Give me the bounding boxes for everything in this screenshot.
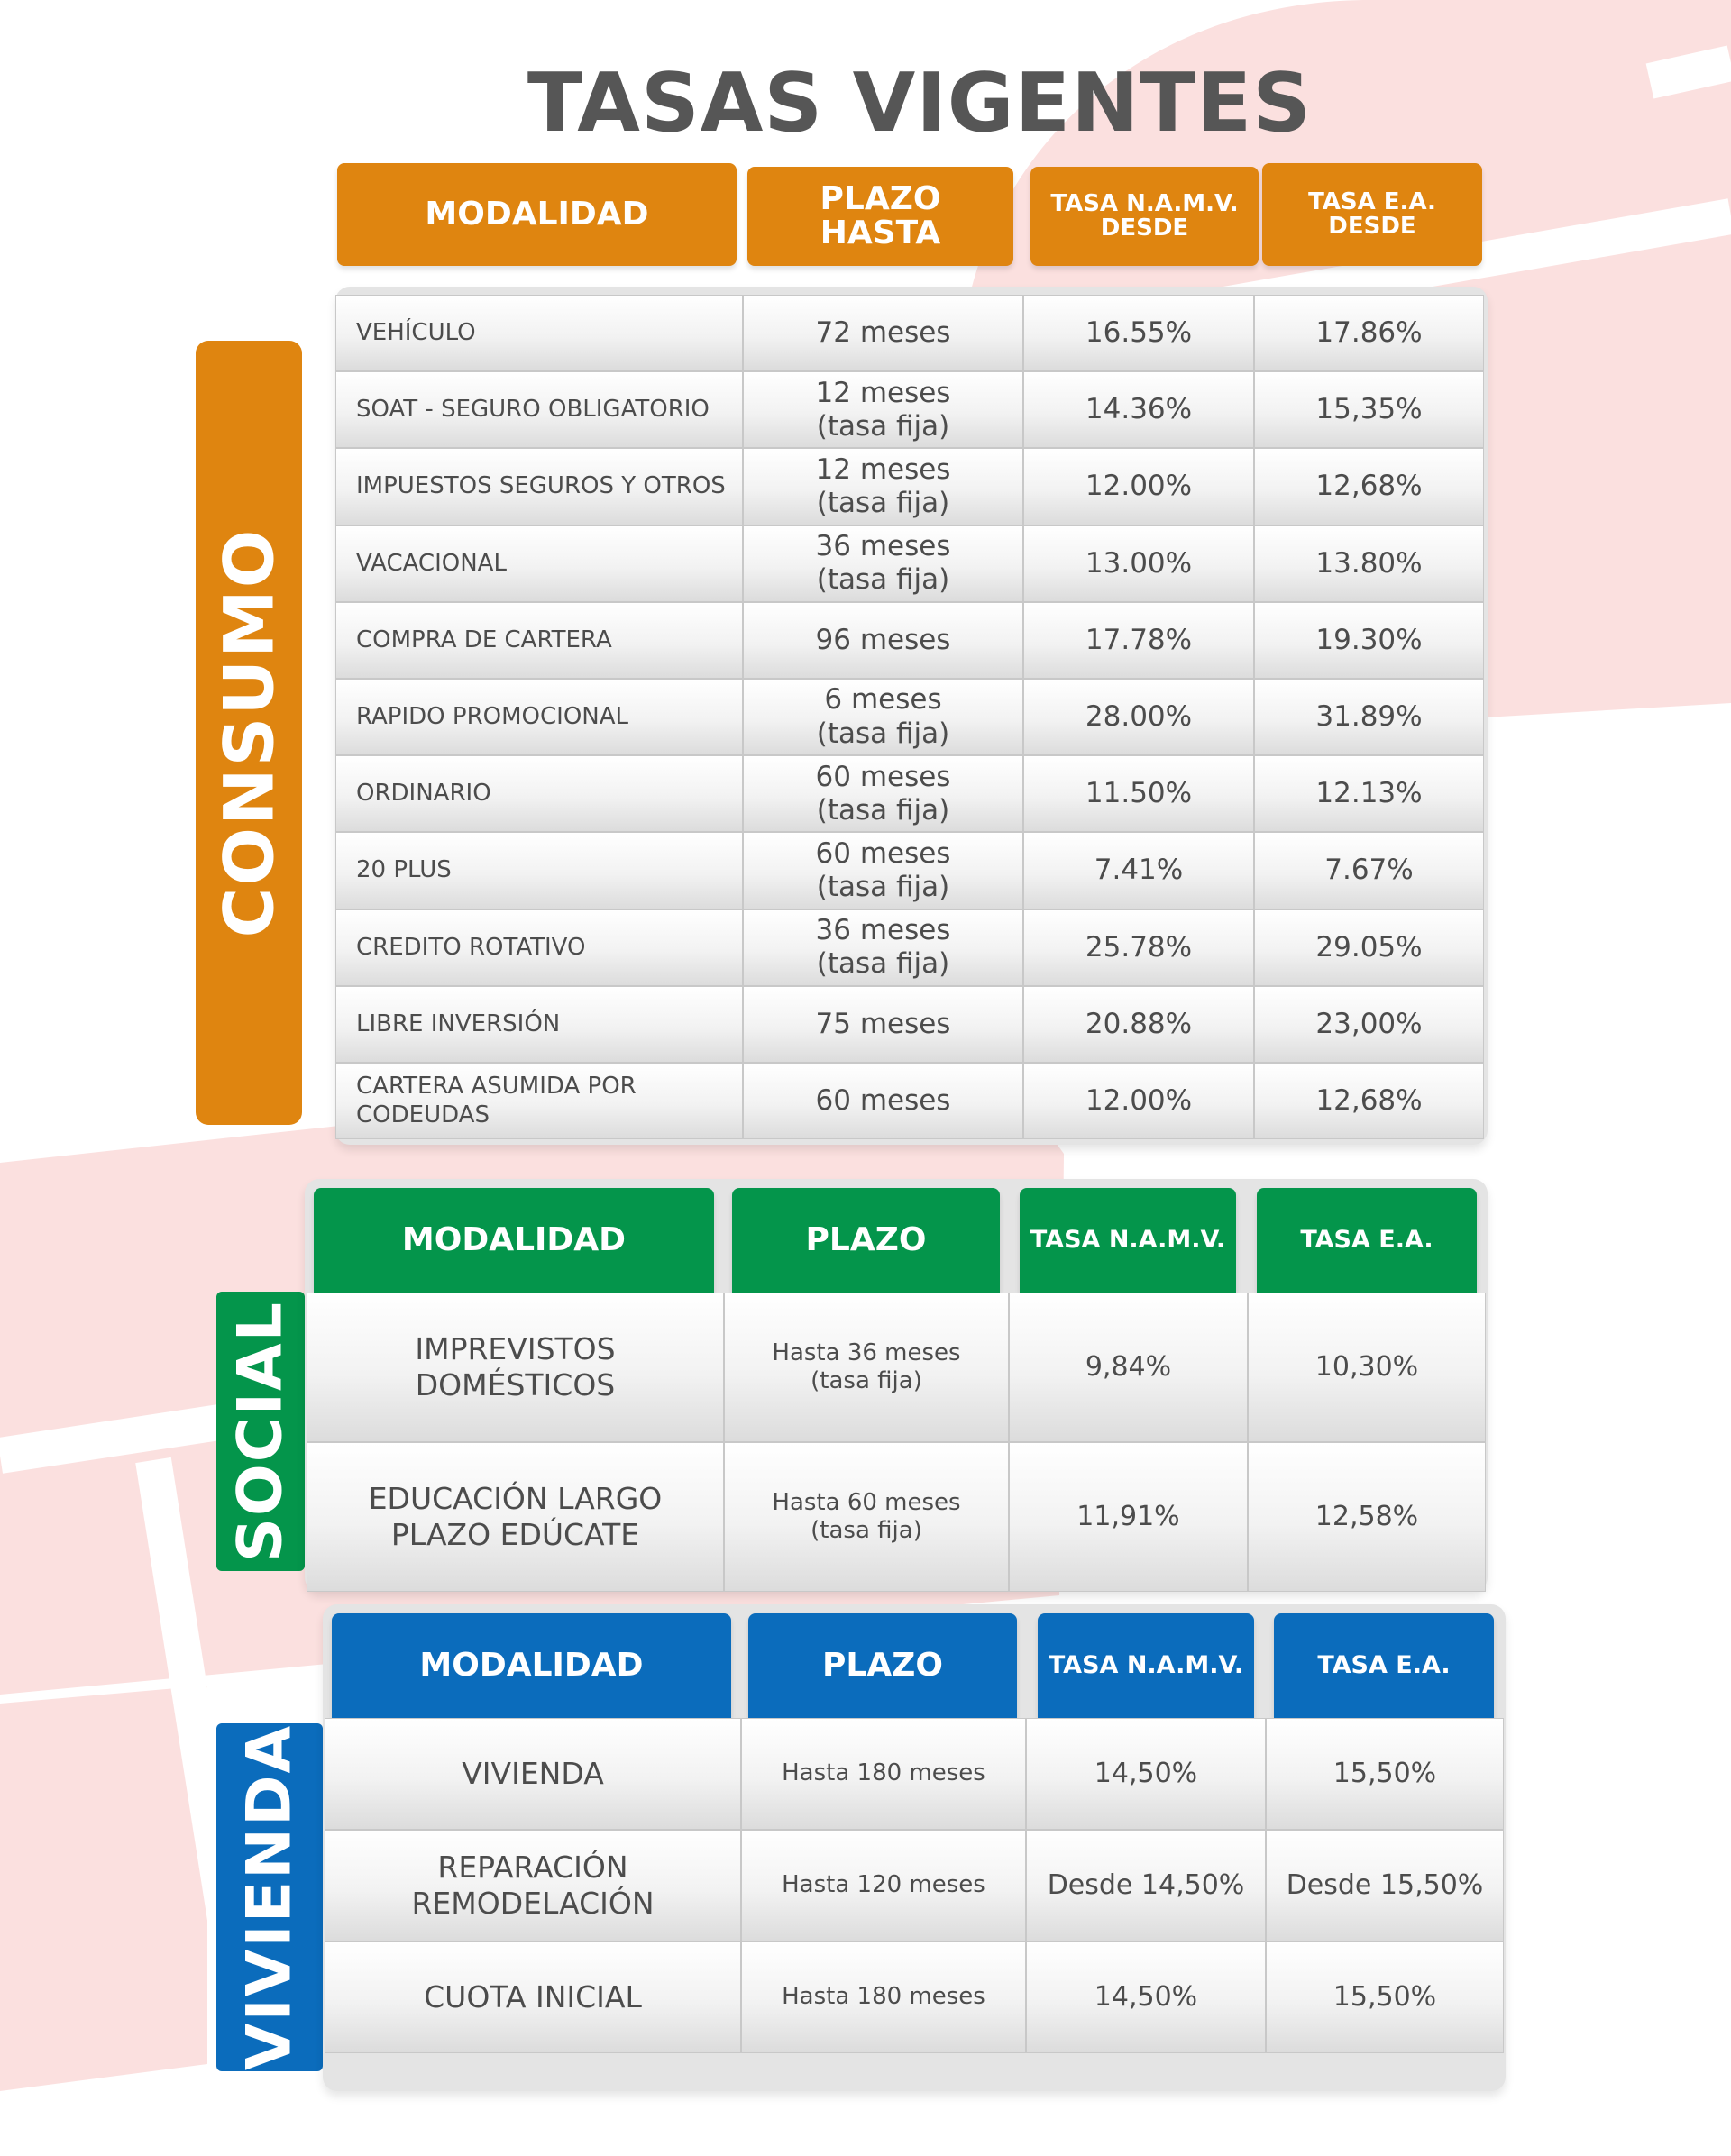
consumo-cell-modalidad: CREDITO ROTATIVO (335, 909, 743, 986)
consumo-cell-namv: 13.00% (1023, 525, 1254, 602)
consumo-cell-namv: 16.55% (1023, 295, 1254, 371)
social-cell-ea: 12,58% (1248, 1442, 1486, 1592)
consumo-header-namv: TASA N.A.M.V. DESDE (1030, 167, 1259, 266)
consumo-cell-ea: 12,68% (1254, 448, 1484, 525)
consumo-cell-modalidad: VACACIONAL (335, 525, 743, 602)
consumo-cell-modalidad: CARTERA ASUMIDA POR CODEUDAS (335, 1063, 743, 1139)
consumo-cell-ea: 7.67% (1254, 832, 1484, 909)
vivienda-cell-plazo: Hasta 180 meses (741, 1718, 1026, 1830)
consumo-cell-ea: 13.80% (1254, 525, 1484, 602)
social-header-plazo: PLAZO (732, 1188, 1000, 1293)
vivienda-cell-plazo: Hasta 120 meses (741, 1830, 1026, 1941)
consumo-header-ea: TASA E.A. DESDE (1262, 163, 1482, 266)
social-cell-namv: 9,84% (1009, 1293, 1248, 1442)
consumo-cell-plazo: 60 meses (743, 1063, 1023, 1139)
consumo-cell-namv: 12.00% (1023, 1063, 1254, 1139)
consumo-cell-plazo: 12 meses (tasa fija) (743, 371, 1023, 448)
consumo-cell-ea: 17.86% (1254, 295, 1484, 371)
vivienda-cell-namv: 14,50% (1026, 1941, 1266, 2053)
vivienda-cell-ea: 15,50% (1266, 1941, 1504, 2053)
page-title: TASAS VIGENTES (527, 56, 1313, 151)
consumo-cell-ea: 12,68% (1254, 1063, 1484, 1139)
social-header-modalidad: MODALIDAD (314, 1188, 714, 1293)
section-label-vivienda: VIVIENDA (216, 1723, 323, 2071)
vivienda-cell-namv: Desde 14,50% (1026, 1830, 1266, 1941)
social-cell-ea: 10,30% (1248, 1293, 1486, 1442)
social-cell-namv: 11,91% (1009, 1442, 1248, 1592)
consumo-cell-namv: 17.78% (1023, 602, 1254, 679)
vivienda-cell-modalidad: CUOTA INICIAL (325, 1941, 741, 2053)
consumo-cell-ea: 23,00% (1254, 986, 1484, 1063)
vivienda-header-modalidad: MODALIDAD (332, 1613, 731, 1718)
section-label-consumo: CONSUMO (196, 341, 302, 1125)
consumo-cell-plazo: 12 meses (tasa fija) (743, 448, 1023, 525)
consumo-cell-ea: 19.30% (1254, 602, 1484, 679)
consumo-cell-modalidad: COMPRA DE CARTERA (335, 602, 743, 679)
social-cell-modalidad: EDUCACIÓN LARGO PLAZO EDÚCATE (307, 1442, 724, 1592)
consumo-cell-modalidad: SOAT - SEGURO OBLIGATORIO (335, 371, 743, 448)
social-cell-plazo: Hasta 60 meses (tasa fija) (724, 1442, 1009, 1592)
consumo-cell-modalidad: RAPIDO PROMOCIONAL (335, 679, 743, 755)
consumo-cell-plazo: 6 meses (tasa fija) (743, 679, 1023, 755)
social-cell-plazo: Hasta 36 meses (tasa fija) (724, 1293, 1009, 1442)
vivienda-header-plazo: PLAZO (748, 1613, 1017, 1718)
consumo-cell-namv: 12.00% (1023, 448, 1254, 525)
consumo-cell-modalidad: ORDINARIO (335, 755, 743, 832)
consumo-cell-namv: 7.41% (1023, 832, 1254, 909)
vivienda-cell-ea: Desde 15,50% (1266, 1830, 1504, 1941)
consumo-cell-ea: 15,35% (1254, 371, 1484, 448)
consumo-cell-plazo: 75 meses (743, 986, 1023, 1063)
section-label-social: SOCIAL (216, 1292, 305, 1571)
social-header-namv: TASA N.A.M.V. (1020, 1188, 1236, 1293)
consumo-cell-namv: 14.36% (1023, 371, 1254, 448)
consumo-cell-modalidad: IMPUESTOS SEGUROS Y OTROS (335, 448, 743, 525)
consumo-cell-modalidad: LIBRE INVERSIÓN (335, 986, 743, 1063)
consumo-cell-ea: 29.05% (1254, 909, 1484, 986)
consumo-cell-plazo: 60 meses (tasa fija) (743, 832, 1023, 909)
vivienda-header-ea: TASA E.A. (1274, 1613, 1494, 1718)
vivienda-cell-plazo: Hasta 180 meses (741, 1941, 1026, 2053)
consumo-cell-namv: 25.78% (1023, 909, 1254, 986)
consumo-header-plazo: PLAZO HASTA (747, 167, 1013, 266)
social-header-ea: TASA E.A. (1257, 1188, 1477, 1293)
social-cell-modalidad: IMPREVISTOS DOMÉSTICOS (307, 1293, 724, 1442)
consumo-cell-plazo: 36 meses (tasa fija) (743, 909, 1023, 986)
consumo-cell-plazo: 36 meses (tasa fija) (743, 525, 1023, 602)
vivienda-cell-modalidad: VIVIENDA (325, 1718, 741, 1830)
consumo-header-modalidad: MODALIDAD (337, 163, 737, 266)
consumo-cell-plazo: 96 meses (743, 602, 1023, 679)
consumo-cell-plazo: 60 meses (tasa fija) (743, 755, 1023, 832)
consumo-cell-modalidad: 20 PLUS (335, 832, 743, 909)
consumo-cell-namv: 20.88% (1023, 986, 1254, 1063)
consumo-cell-namv: 11.50% (1023, 755, 1254, 832)
consumo-cell-ea: 31.89% (1254, 679, 1484, 755)
consumo-cell-plazo: 72 meses (743, 295, 1023, 371)
vivienda-cell-ea: 15,50% (1266, 1718, 1504, 1830)
vivienda-cell-namv: 14,50% (1026, 1718, 1266, 1830)
vivienda-cell-modalidad: REPARACIÓN REMODELACIÓN (325, 1830, 741, 1941)
consumo-cell-modalidad: VEHÍCULO (335, 295, 743, 371)
consumo-cell-ea: 12.13% (1254, 755, 1484, 832)
consumo-cell-namv: 28.00% (1023, 679, 1254, 755)
vivienda-header-namv: TASA N.A.M.V. (1038, 1613, 1254, 1718)
